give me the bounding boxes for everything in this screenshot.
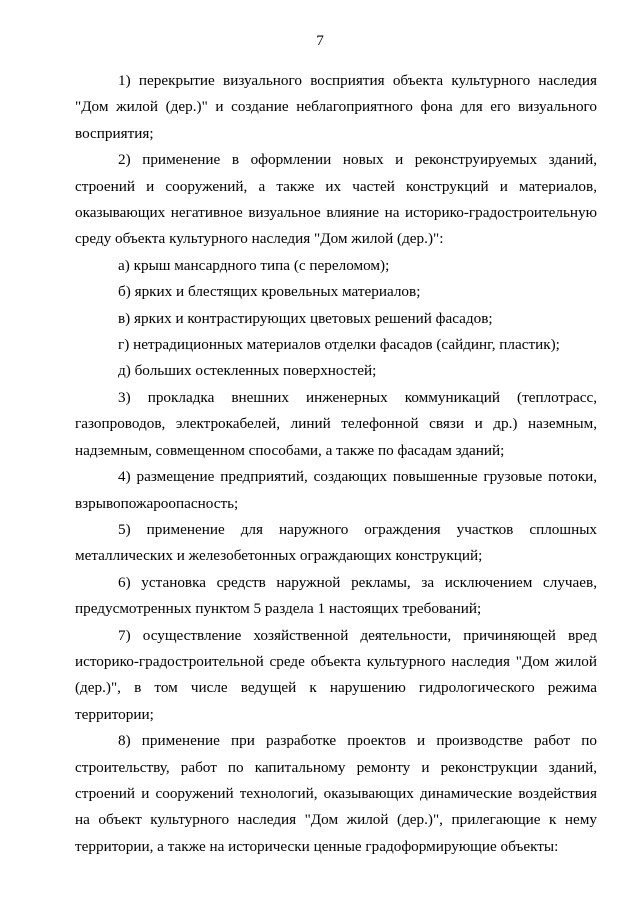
paragraph-item-8: 8) применение при разработке проектов и производстве работ по строительству, работ по капитальному ремонту и реконструкции зданий, строений и сооружений технологий, оказывающих динамические воздействия на объект культурного наследия "Дом жилой (дер.)", прилегающие к нему территории, а также на исторически ценные градоформирующие объекты: bbox=[75, 732, 597, 855]
paragraph-item-4: 4) размещение предприятий, создающих повышенные грузовые потоки, взрывопожароопасность; bbox=[75, 468, 597, 512]
paragraph-subitem-v: в) ярких и контрастирующих цветовых решений фасадов; bbox=[118, 309, 493, 327]
paragraph-item-6: 6) установка средств наружной рекламы, за исключением случаев, предусмотренных пунктом 5 раздела 1 настоящих требований; bbox=[75, 573, 597, 618]
paragraph-item-5: 5) применение для наружного ограждения участков сплошных металлических и железобетонных ограждающих конструкций; bbox=[75, 520, 597, 565]
paragraph-item-1: 1) перекрытие визуального восприятия объекта культурного наследия "Дом жилой (дер.)" и создание неблагоприятного фона для его визуального восприятия; bbox=[75, 72, 597, 142]
paragraph-subitem-b: б) ярких и блестящих кровельных материалов; bbox=[118, 283, 421, 301]
page-number: 7 bbox=[316, 32, 324, 49]
paragraph-item-3: 3) прокладка внешних инженерных коммуникаций (теплотрасс, газопроводов, электрокабелей, линий телефонной связи и др.) наземным, надземным, совмещенном способами, а также по фасадам зданий; bbox=[75, 388, 597, 459]
paragraph-subitem-g: г) нетрадиционных материалов отделки фасадов (сайдинг, пластик); bbox=[118, 336, 560, 354]
document-body bbox=[75, 68, 597, 860]
paragraph-subitem-d: д) больших остекленных поверхностей; bbox=[118, 362, 377, 380]
paragraph-item-7: 7) осуществление хозяйственной деятельности, причиняющей вред историко-градостроительной среде объекта культурного наследия "Дом жилой (дер.)", в том числе ведущей к нарушению гидрологического режима территории; bbox=[75, 626, 597, 723]
paragraph-subitem-a: а) крыш мансардного типа (с переломом); bbox=[118, 256, 390, 274]
paragraph-item-2: 2) применение в оформлении новых и реконструируемых зданий, строений и сооружений, а также их частей конструкций и материалов, оказывающих негативное визуальное влияние на историко-градостроительную среду объекта культурного наследия "Дом жилой (дер.)": bbox=[75, 151, 597, 248]
